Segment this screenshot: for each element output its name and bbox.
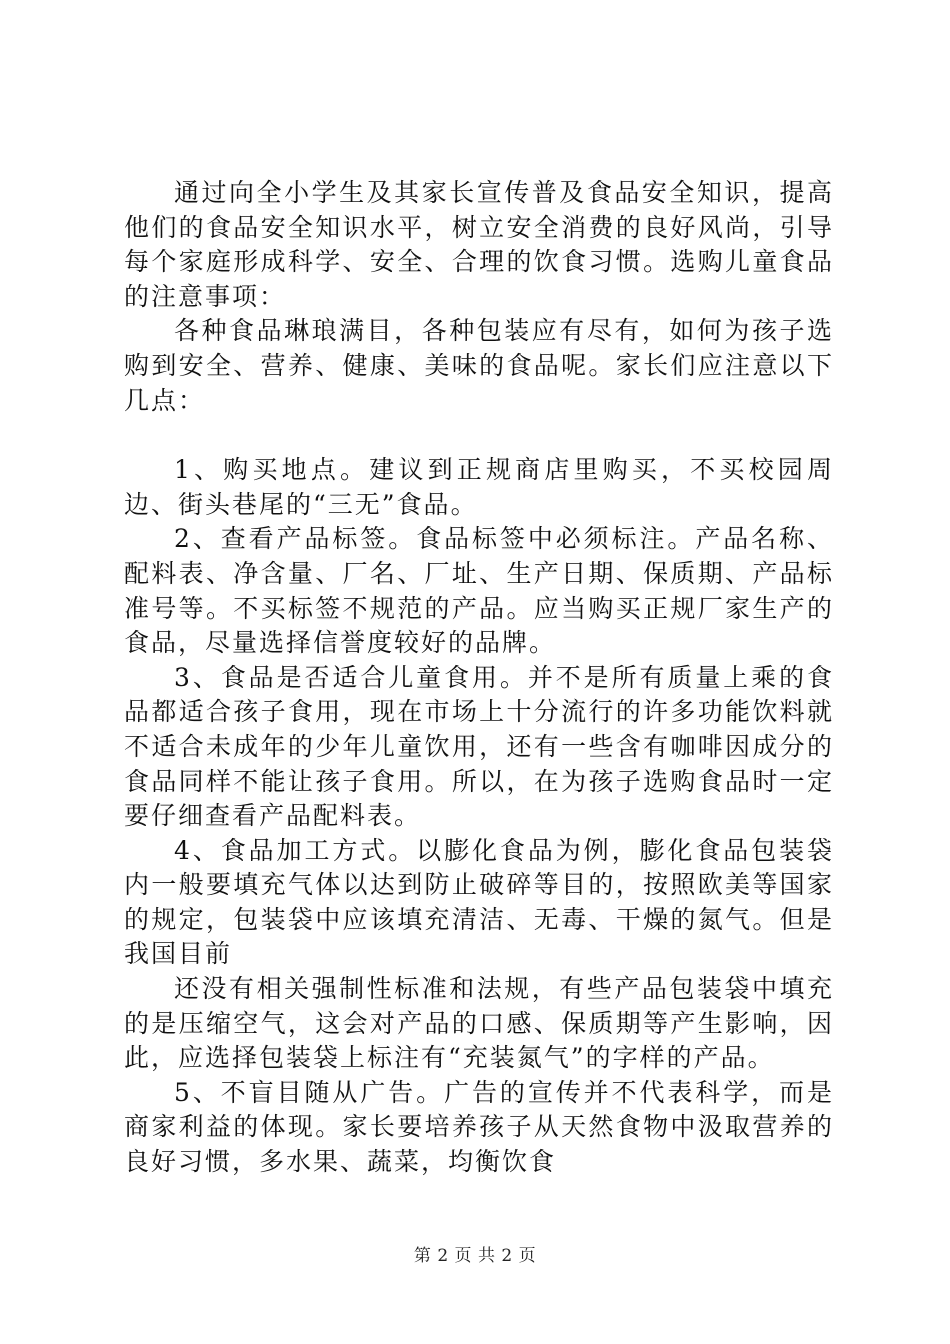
- intro-paragraph: 通过向全小学生及其家长宣传普及食品安全知识，提高他们的食品安全知识水平，树立安全消费的良好风尚，引导每个家庭形成科学、安全、合理的饮食习惯。选购儿童食品的注意事项：: [124, 178, 834, 311]
- point-4-paragraph: 4、食品加工方式。以膨化食品为例，膨化食品包装袋内一般要填充气体以达到防止破碎等目的，按照欧美等国家的规定，包装袋中应该填充清洁、无毒、干燥的氮气。但是我国目前: [124, 835, 834, 969]
- page-footer: 第 2 页 共 2 页: [413, 1246, 537, 1266]
- point-1-paragraph: 1、购买地点。建议到正规商店里购买，不买校园周边、街头巷尾的“三无”食品。: [124, 455, 834, 519]
- point-5-paragraph: 5、不盲目随从广告。广告的宣传并不代表科学，而是商家利益的体现。家长要培养孩子从天然食物中汲取营养的良好习惯，多水果、蔬菜，均衡饮食: [124, 1077, 834, 1177]
- point-3-paragraph: 3、食品是否适合儿童食用。并不是所有质量上乘的食品都适合孩子食用，现在市场上十分流行的许多功能饮料就不适合未成年的少年儿童饮用，还有一些含有咖啡因成分的食品同样不能让孩子食用。所以，在为孩子选购食品时一定要仔细查看产品配料表。: [124, 662, 834, 831]
- point-2-paragraph: 2、查看产品标签。食品标签中必须标注。产品名称、配料表、净含量、厂名、厂址、生产日期、保质期、产品标准号等。不买标签不规范的产品。应当购买正规厂家生产的食品，尽量选择信誉度较好的品牌。: [124, 524, 834, 658]
- paragraph-gap: [124, 418, 834, 453]
- document-body: [124, 176, 834, 1180]
- point-4-continued-paragraph: 还没有相关强制性标准和法规，有些产品包装袋中填充的是压缩空气，这会对产品的口感、保质期等产生影响，因此，应选择包装袋上标注有“充装氮气”的字样的产品。: [124, 974, 834, 1073]
- notice-paragraph: 各种食品琳琅满目，各种包装应有尽有，如何为孩子选购到安全、营养、健康、美味的食品呢。家长们应注意以下几点：: [124, 316, 834, 415]
